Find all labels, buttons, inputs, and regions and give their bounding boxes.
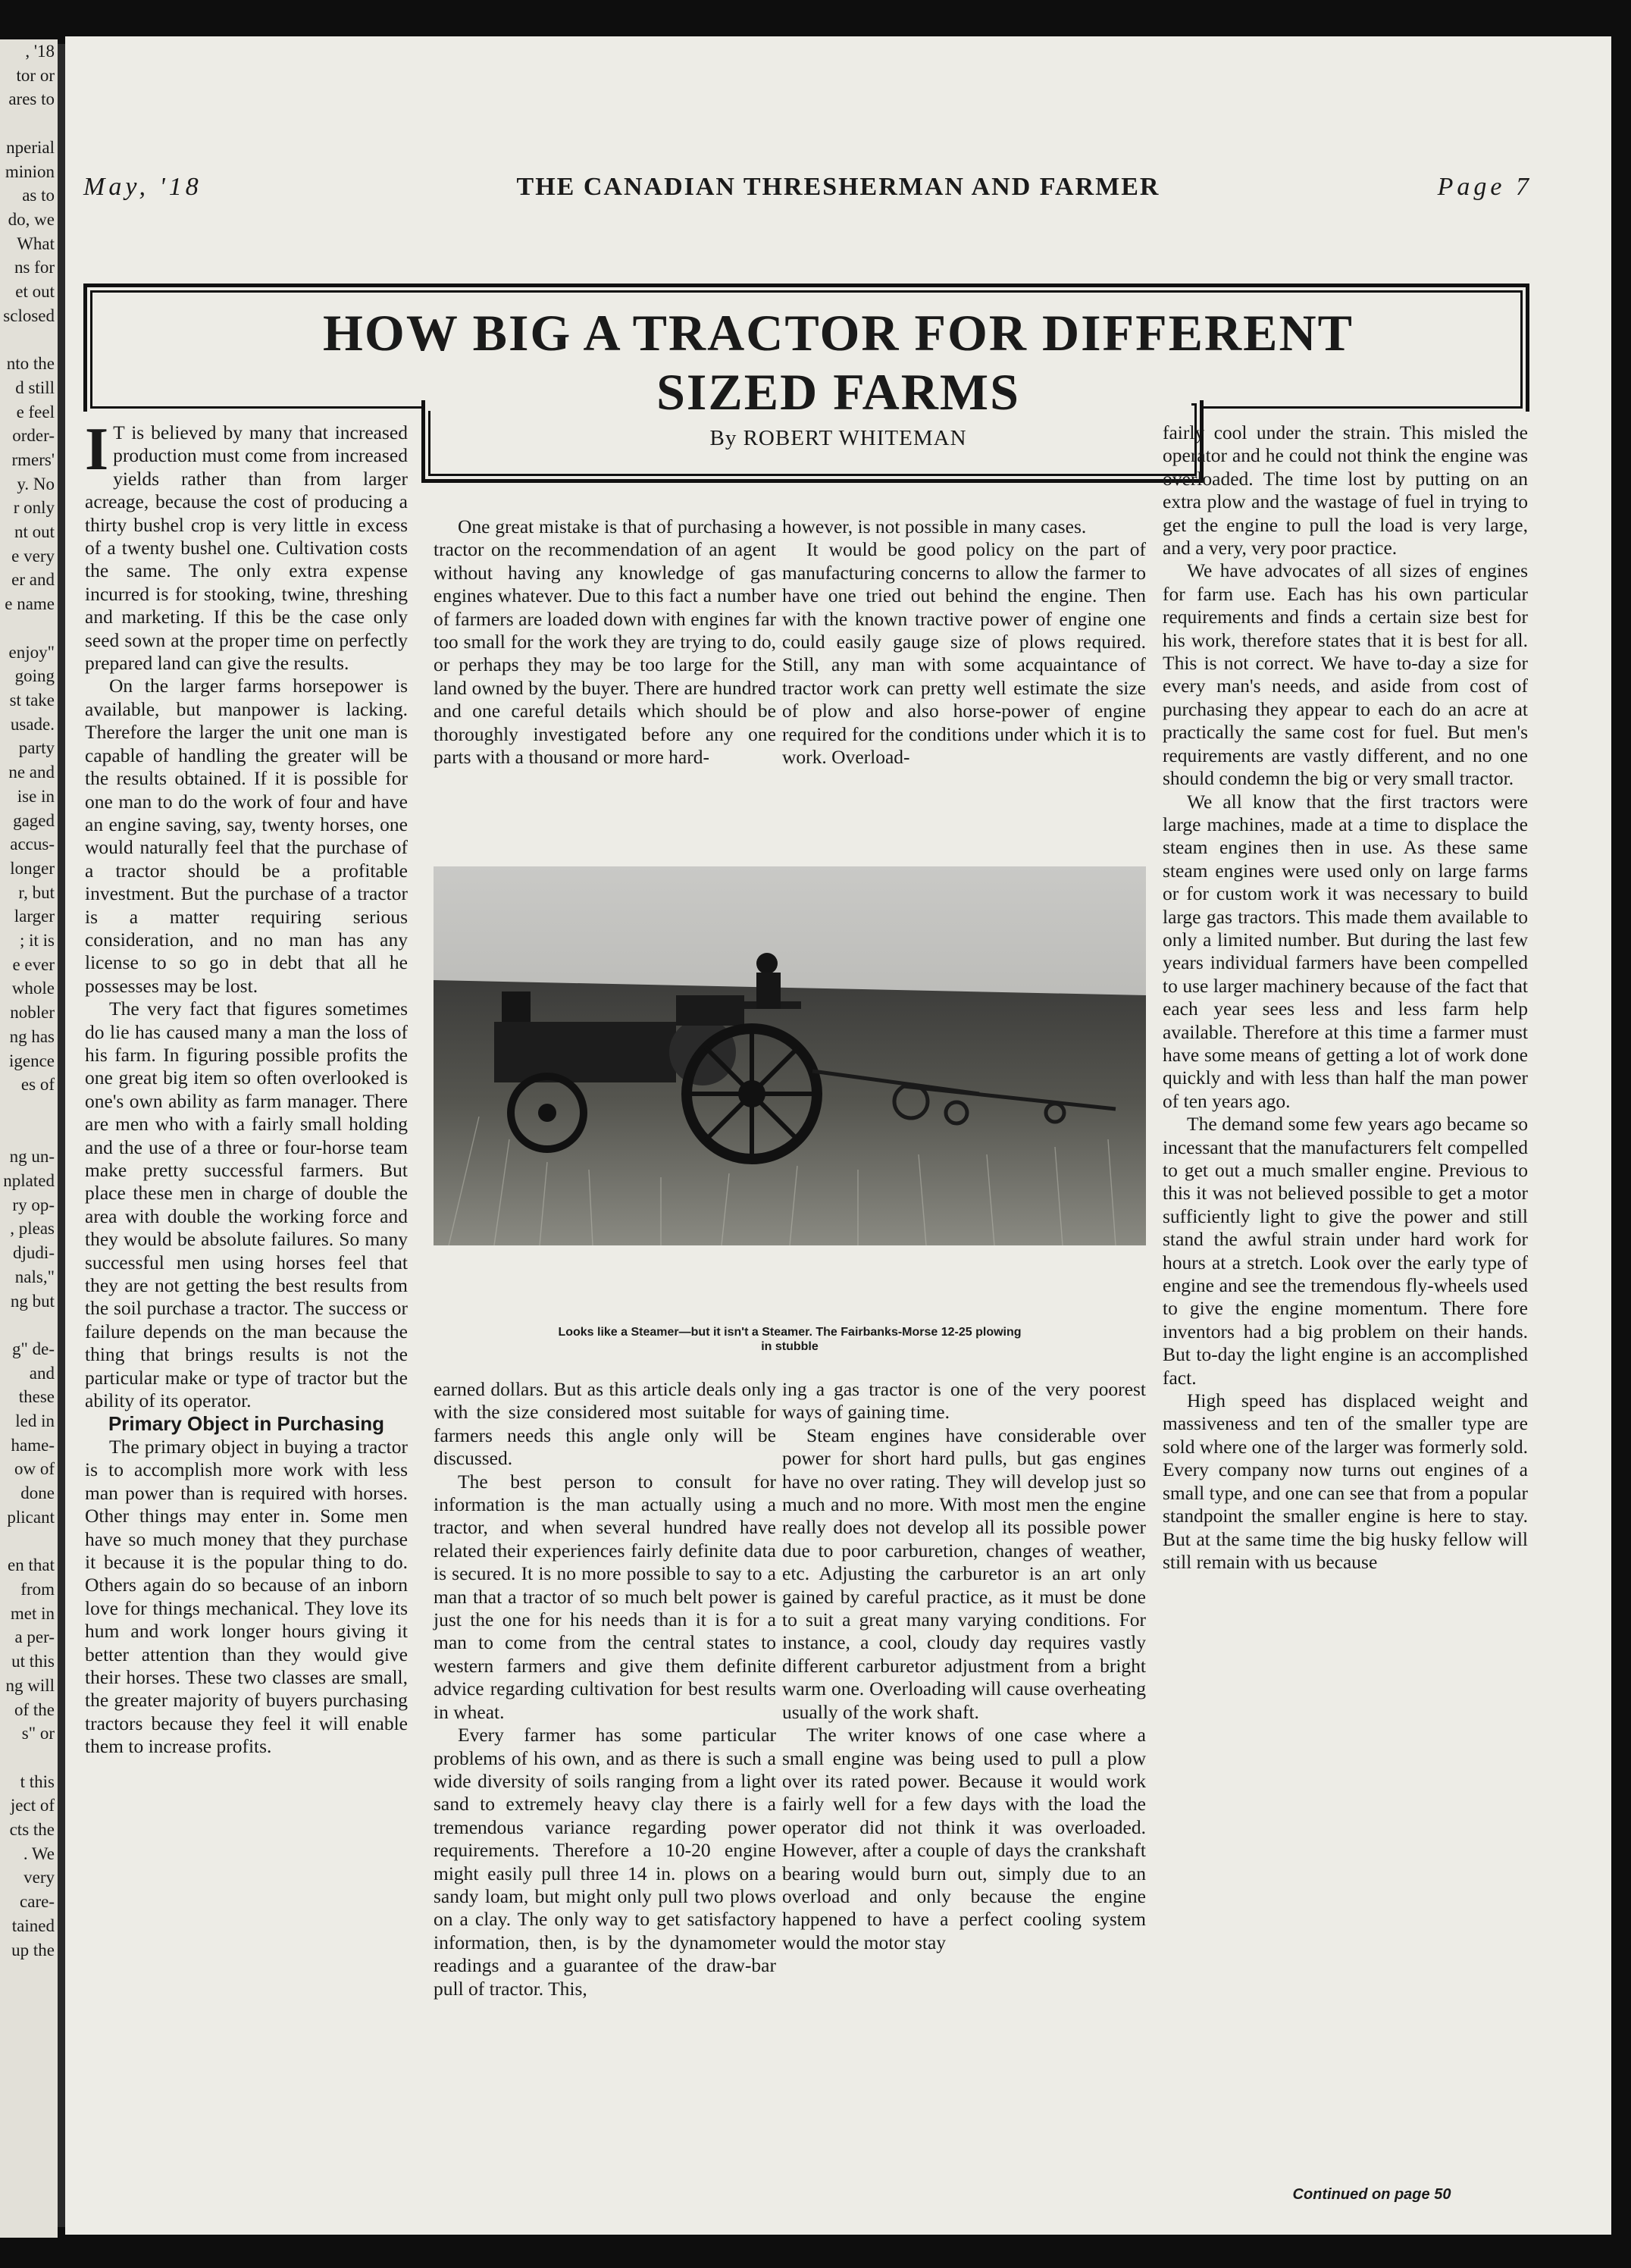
paragraph: fairly cool under the strain. This misled the operator and he could not think the engine was overloaded. The time lost by putting on an extra plow and the wastage of fuel in trying to get the engine to pull the load is very large, and a very, very poor practice. xyxy=(1163,421,1528,559)
previous-page-fragment: tained xyxy=(11,1916,55,1935)
paragraph: High speed has displaced weight and massiveness and ten of the smaller type are sold where one of the larger was formerly sold. Every company now turns out engines of a small type, and one can see that from a popular standpoint the smaller engine is here to stay. But at the same time the big husky fellow will still remain with us because xyxy=(1163,1389,1528,1573)
previous-page-fragment xyxy=(0,1313,58,1337)
previous-page-fragment: , pleas xyxy=(10,1219,55,1239)
column-3-bottom xyxy=(782,1378,1146,1954)
previous-page-fragment: nt out xyxy=(14,522,55,542)
previous-page-fragment: st take xyxy=(9,690,55,710)
previous-page-fragment: as to xyxy=(22,186,55,205)
previous-page-fragment xyxy=(0,616,58,641)
previous-page-fragment: longer xyxy=(10,858,55,878)
paragraph: On the larger farms horsepower is available, but manpower is lacking. Therefore the larger the unit one man is capable of handling the greater will be the results obtained. If it is possible for one man to do the work of four and have an engine saving, say, twenty horses, one would naturally feel that the purchase of a tractor should be a profitable investment. But the purchase of a tractor is a matter requiring serious consideration, and no man has any license to so go in debt that all he possesses may be lost. xyxy=(85,675,408,997)
previous-page-fragment: en that xyxy=(8,1555,55,1575)
previous-page-fragment: g" de- xyxy=(11,1339,55,1358)
previous-page-fragment: e very xyxy=(11,546,55,565)
previous-page-fragment: very xyxy=(23,1868,55,1887)
previous-page-fragment: e feel xyxy=(16,402,55,421)
previous-page-fragment: ng but xyxy=(10,1291,55,1311)
previous-page-fragment: accus- xyxy=(10,835,55,854)
page-gutter xyxy=(58,44,65,2227)
previous-page-fragment: s" or xyxy=(21,1724,55,1743)
previous-page-fragment: met in xyxy=(10,1603,55,1623)
previous-page-fragment: ng will xyxy=(5,1675,55,1695)
previous-page-fragment: tor or xyxy=(16,65,55,85)
previous-page-fragment: . We xyxy=(23,1844,55,1863)
previous-page-fragment xyxy=(0,1746,58,1770)
previous-page-fragment: ut this xyxy=(11,1652,55,1671)
column-1 xyxy=(85,416,408,1759)
paragraph: I T is believed by many that increased production must come from increased yields rather than from larger acreage, because the cost of producing a thirty bushel crop is very little in excess of a twenty bushel one. Cultivation costs the same. The only extra expense incurred is for stooking, twine, threshing and marketing. If this be the case only seed sown at the proper time on perfectly prepared land can give the results. xyxy=(85,416,408,675)
column-3-top xyxy=(782,515,1146,769)
issue-date: May, '18 xyxy=(83,173,202,201)
previous-page-fragment: t this xyxy=(20,1771,55,1791)
previous-page-fragment: ; it is xyxy=(19,931,55,951)
page-number: Page 7 xyxy=(1437,173,1532,201)
previous-page-fragment: r, but xyxy=(18,882,55,902)
previous-page-fragment xyxy=(0,1097,58,1121)
article-title-line1: HOW BIG A TRACTOR FOR DIFFERENT xyxy=(323,304,1354,362)
previous-page-fragment: ng has xyxy=(9,1026,55,1046)
paragraph: We all know that the first tractors were large machines, made at a time to displace the steam engines then in use. As these same steam engines were used only on large farms or for custom work it was necessary to build large gas tractors. This made them available to only a limited number. But during the last few years individual farmers have been compelled to use larger machinery because of the fact that each year sees less and less farm help available. Therefore at this time a farmer must have some means of getting a lot of work done quickly and with less than half the man power of ten years ago. xyxy=(1163,790,1528,1112)
drop-cap: I xyxy=(85,416,109,483)
previous-page-fragment: ject of xyxy=(10,1796,55,1815)
paragraph: The demand some few years ago became so incessant that the manufacturers felt compelled to get out a much smaller engine. Previous to this it was not believed possible to get a motor sufficiently light to give the power and still stand the awful strain under hard work for hours at a stretch. Look over the early type of engine and see the tremendous fly-wheels used to give the engine momentum. There fore inventors had a big problem on their hands. But to-day the light engine is an accomplished fact. xyxy=(1163,1113,1528,1389)
paragraph: One great mistake is that of purchasing a tractor on the recommendation of an agent without having any knowledge of gas engines whatever. Due to this fact a number of farmers are loaded down with engines far too small for the work they are trying to do, or perhaps they may be too large for the land owned by the buyer. There are hundred and one careful details which should be thoroughly investigated before any one parts with a thousand or more hard- xyxy=(434,515,776,769)
previous-page-fragment: these xyxy=(18,1387,55,1407)
previous-page-fragment: What xyxy=(17,233,55,253)
previous-page-fragment: nobler xyxy=(10,1003,55,1023)
previous-page-fragment: y. No xyxy=(17,474,55,493)
magazine-page xyxy=(65,36,1611,2235)
paragraph: earned dollars. But as this article deals only with the size considered most suitable for farmers needs this angle only will be discussed. xyxy=(434,1378,776,1470)
column-2-bottom xyxy=(434,1378,776,2000)
previous-page-fragment: nperial xyxy=(6,137,55,157)
column-4 xyxy=(1163,421,1528,1574)
previous-page-fragment: ng un- xyxy=(9,1147,55,1167)
previous-page-fragment: ow of xyxy=(14,1459,55,1479)
previous-page-fragment: ares to xyxy=(8,89,55,109)
byline: By ROBERT WHITEMAN xyxy=(709,426,967,450)
article-title-line2: SIZED FARMS xyxy=(656,363,1020,421)
paragraph: The writer knows of one case where a small engine was being used to pull a plow over its rated power. Because it would work fairly well for a few days with the load the operator did not think it was overloaded. However, after a couple of days the crankshaft bearing would burn out, simply due to an overload and only because the engine happened to have a perfect cooling system would the motor stay xyxy=(782,1724,1146,1953)
previous-page-fragment: enjoy" xyxy=(8,642,55,662)
previous-page-fragment: plicant xyxy=(7,1507,55,1527)
paragraph: The best person to consult for information is the man actually using a tractor, and when several hundred have related their experiences fairly definite data is secured. It is no more possible to say to a man that a tractor of so much belt power is just the one for his needs than it is for a man to come from the central states to western farmers and give them definite advice regarding cultivation for best results in wheat. xyxy=(434,1470,776,1723)
previous-page-fragment xyxy=(0,327,58,352)
previous-page-fragment xyxy=(0,1530,58,1554)
paragraph: Steam engines have considerable over power for short hard pulls, but gas engines have no over rating. They will develop just so much and no more. With most men the engine really does not develop all its possible power due to poor carburetion, changes of weather, etc. Adjusting the carburetor is an art only gained by careful practice, as it must be done to suit a great many varying conditions. For instance, a cool, cloudy day requires vastly different carburetor adjustment from a bright warm one. Overloading will cause overheating usually of the work shaft. xyxy=(782,1424,1146,1723)
previous-page-fragment: led in xyxy=(15,1411,55,1431)
previous-page-fragment: r only xyxy=(13,498,55,518)
continued-note: Continued on page 50 xyxy=(1292,2186,1451,2203)
paragraph: Every farmer has some particular problems of his own, and as there is such a wide diversity of soils ranging from a light sand to extremely heavy clay there is a tremendous variance regarding power requirements. Therefore a 10-20 engine might easily pull three 14 in. plows on a sandy loam, but might only pull two plows on a clay. The only way to get satisfactory information, then, is by the dynamometer readings and a guarantee of the draw-bar pull of tractor. This, xyxy=(434,1724,776,2000)
previous-page-fragment: sclosed xyxy=(3,305,55,325)
column-2-top xyxy=(434,515,776,769)
previous-page-fragment: done xyxy=(20,1483,55,1503)
previous-page-fragment: gaged xyxy=(13,810,55,830)
previous-page-fragment: nplated xyxy=(3,1171,55,1191)
previous-page-fragment: e ever xyxy=(12,954,55,974)
subheading: Primary Object in Purchasing xyxy=(108,1412,385,1436)
previous-page-fragment: up the xyxy=(11,1940,55,1959)
previous-page-fragment: going xyxy=(14,666,55,686)
previous-page-fragment xyxy=(0,111,58,136)
previous-page-fragment: cts the xyxy=(9,1820,55,1840)
paragraph: ing a gas tractor is one of the very poorest ways of gaining time. xyxy=(782,1378,1146,1424)
paragraph: It would be good policy on the part of manufacturing concerns to allow the farmer to have one tried out behind the engine. Then with the known tractive power of engine one could easily gauge size of plows required. Still, any man with some acquaintance of tractor work can pretty well estimate the size of plow and also horse-power of engine required for the conditions under which it is to work. Overload- xyxy=(782,538,1146,769)
previous-page-fragment: party xyxy=(18,738,55,758)
previous-page-fragment: , '18 xyxy=(25,42,55,61)
paragraph: The primary object in buying a tractor is to accomplish more work with less man power than is required with horses. Other things may enter in. Some men have so much money that they purchase it because it is the popular thing to do. Others again do so because of an inborn love for things mechanical. They love its hum and work longer hours giving it better attention than they would give their horses. These two classes are small, the greater majority of buyers purchasing tractors because they feel it will enable them to increase profits. xyxy=(85,1435,408,1758)
previous-page-fragment: es of xyxy=(20,1075,55,1095)
previous-page-fragment: ne and xyxy=(8,763,55,782)
paragraph: We have advocates of all sizes of engines for farm use. Each has his own particular requirements and finds a certain size best for his work, therefore states that it is best for all. This is not correct. We have to-day a size for every man's needs, and aside from cost of purchasing they appear to each do an acre at practically the same cost for fuel. But men's requirements are vastly different, and no one should condemn the big or very small tractor. xyxy=(1163,559,1528,790)
paragraph: however, is not possible in many cases. xyxy=(782,515,1087,537)
previous-page-fragment: d still xyxy=(15,377,55,397)
previous-page-fragment: care- xyxy=(20,1892,55,1912)
previous-page-fragment: djudi- xyxy=(13,1243,55,1263)
running-header xyxy=(65,173,1611,206)
previous-page-fragment: ise in xyxy=(17,786,55,806)
paragraph: The very fact that figures sometimes do lie has caused many a man the loss of his farm. In figuring possible profits the one great big item so often overlooked is one's own ability as farm manager. There are men who with a fairly small holding and the use of a three or four-horse team make pretty successful farmers. But place these men in charge of double the area with double the working force and they would be absolute failures. So many successful men using horses feel that they are not getting the best results from the soil purchase a tractor. The success or failure depends on the man because the thing that brings results is not the particular make or type of tractor but the ability of its operator. xyxy=(85,998,408,1412)
previous-page-fragment: and xyxy=(29,1363,55,1383)
previous-page-fragment: do, we xyxy=(8,209,55,229)
previous-page-fragment: e name xyxy=(5,594,55,614)
previous-page-fragment xyxy=(0,1121,58,1145)
previous-page-fragment: er and xyxy=(11,570,55,590)
previous-page-fragment: igence xyxy=(8,1051,55,1070)
previous-page-fragment: et out xyxy=(15,282,55,302)
previous-page-fragment: minion xyxy=(5,161,55,181)
previous-page-fragment: from xyxy=(20,1580,55,1599)
previous-page-fragment: nals," xyxy=(14,1267,55,1286)
previous-page-fragment: rmers' xyxy=(11,450,55,469)
previous-page-fragment: whole xyxy=(11,979,55,998)
tractor-photo xyxy=(434,866,1146,1245)
previous-page-fragment: order- xyxy=(12,426,55,446)
previous-page-fragment: ry op- xyxy=(12,1195,55,1214)
previous-page-fragment: nto the xyxy=(6,354,55,374)
previous-page-strip xyxy=(0,39,58,2238)
previous-page-fragment: ns for xyxy=(14,258,55,277)
previous-page-fragment: larger xyxy=(14,907,55,926)
previous-page-fragment: a per- xyxy=(14,1627,55,1647)
photo-caption: Looks like a Steamer—but it isn't a Steamer. The Fairbanks-Morse 12-25 plowing in stubble xyxy=(558,1326,1022,1353)
publication-title: THE CANADIAN THRESHERMAN AND FARMER xyxy=(516,173,1160,201)
previous-page-fragment: of the xyxy=(14,1699,55,1719)
previous-page-fragment: usade. xyxy=(10,714,55,734)
previous-page-fragment: hame- xyxy=(11,1435,55,1455)
